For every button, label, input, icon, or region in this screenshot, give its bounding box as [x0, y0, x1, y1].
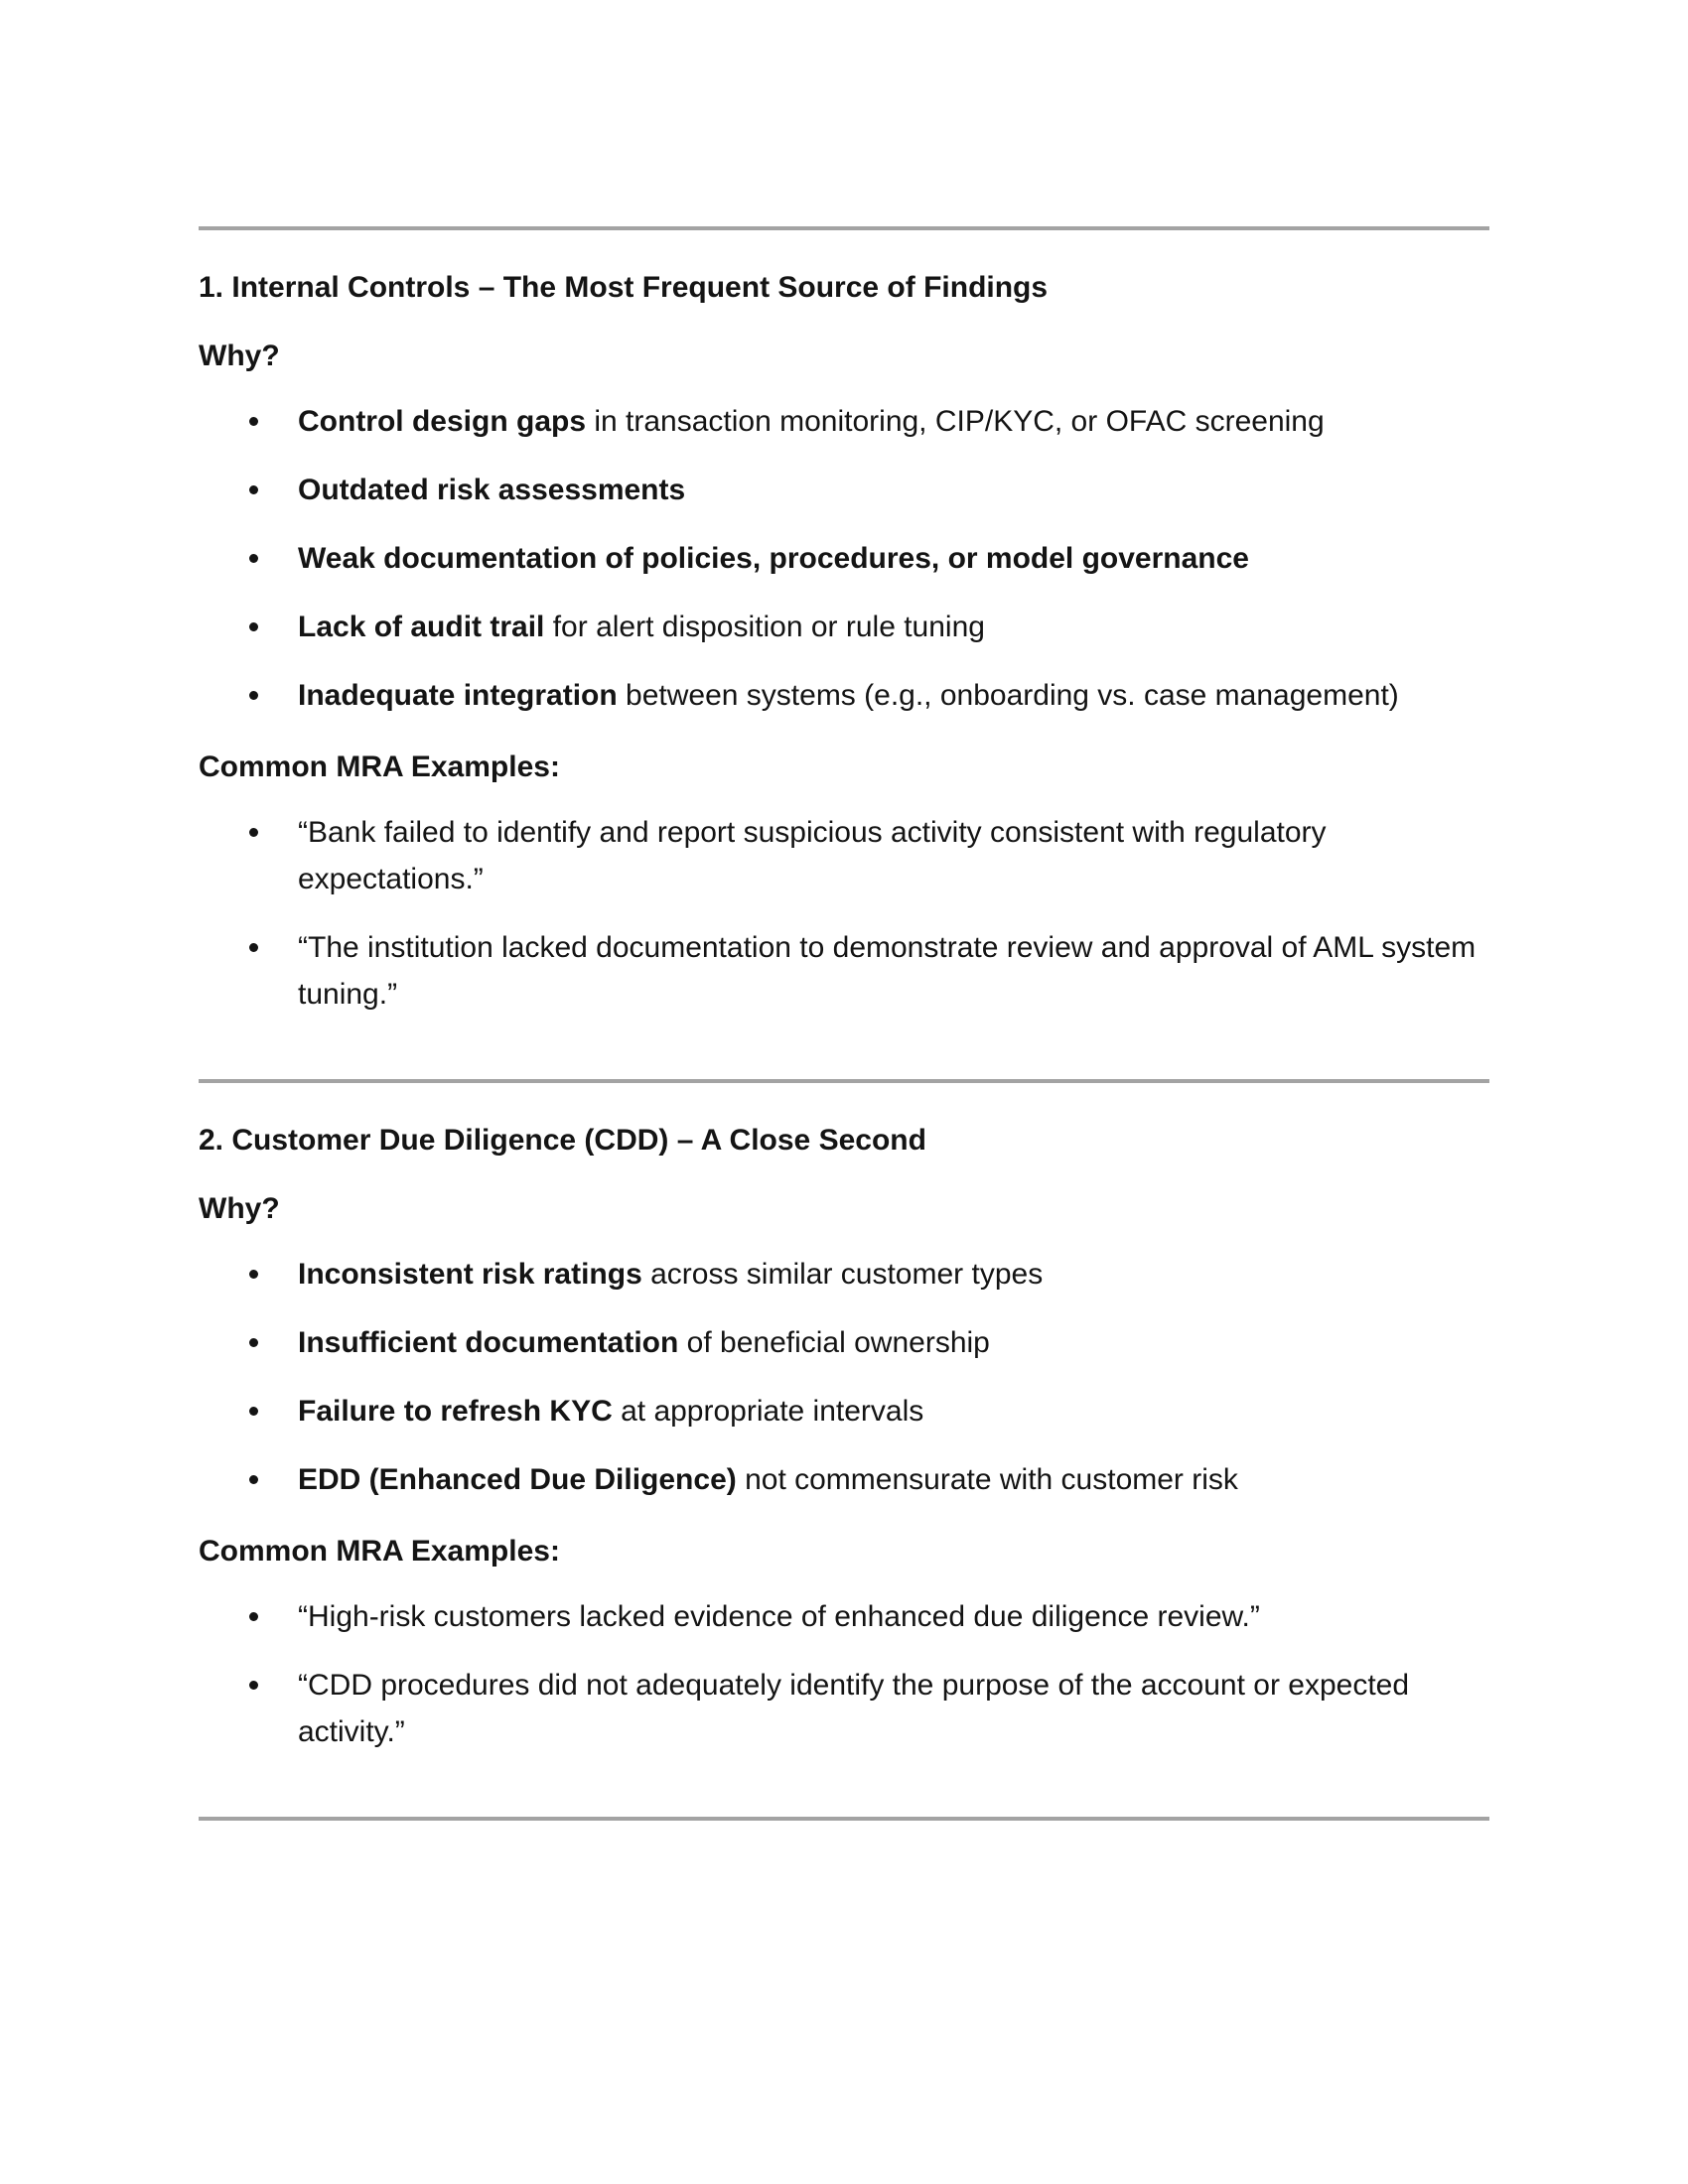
example-quote: “Bank failed to identify and report suspicious activity consistent with regulatory expectations.” [298, 816, 1327, 895]
list-item [199, 1251, 1489, 1297]
item-bold: Failure to refresh KYC [298, 1395, 613, 1428]
example-quote: “The institution lacked documentation to demonstrate review and approval of AML system tuning.” [298, 931, 1477, 1011]
item-bold: Inadequate integration [298, 679, 618, 712]
list-item [199, 924, 1489, 1018]
bullet-icon [249, 622, 258, 631]
bullet-icon [249, 554, 258, 563]
item-text: between systems (e.g., onboarding vs. case management) [617, 679, 1399, 712]
item-bold: Control design gaps [298, 405, 587, 438]
list-item [199, 1456, 1489, 1503]
examples-list [199, 1593, 1489, 1755]
bullet-icon [249, 1681, 258, 1690]
item-text: across similar customer types [641, 1258, 1044, 1291]
section-customer-due-diligence [199, 1121, 1489, 1755]
list-item [199, 467, 1489, 513]
bullet-icon [249, 1338, 258, 1347]
why-label: Why? [199, 1192, 280, 1225]
list-item [199, 1593, 1489, 1640]
item-text: of beneficial ownership [678, 1326, 990, 1359]
list-item [199, 1319, 1489, 1366]
list-item [199, 1388, 1489, 1434]
examples-label: Common MRA Examples: [199, 1535, 560, 1568]
why-list [199, 1251, 1489, 1503]
bullet-icon [249, 828, 258, 837]
example-quote: “CDD procedures did not adequately identify the purpose of the account or expected activity.” [298, 1669, 1410, 1748]
list-item [199, 604, 1489, 650]
bullet-icon [249, 1270, 258, 1279]
why-label: Why? [199, 340, 280, 372]
item-bold: Outdated risk assessments [298, 474, 686, 506]
item-bold: Inconsistent risk ratings [298, 1258, 642, 1291]
list-item [199, 1662, 1489, 1755]
item-text: not commensurate with customer risk [736, 1463, 1238, 1496]
document-page [199, 226, 1489, 1821]
horizontal-rule [199, 1079, 1489, 1083]
item-bold: Lack of audit trail [298, 611, 545, 643]
list-item [199, 398, 1489, 445]
why-list [199, 398, 1489, 719]
list-item [199, 809, 1489, 902]
horizontal-rule [199, 1817, 1489, 1821]
item-text: for alert disposition or rule tuning [544, 611, 985, 643]
item-text: in transaction monitoring, CIP/KYC, or OFAC screening [586, 405, 1325, 438]
bullet-icon [249, 417, 258, 426]
examples-list [199, 809, 1489, 1018]
section-title: 1. Internal Controls – The Most Frequent Source of Findings [199, 271, 1049, 304]
section-internal-controls [199, 268, 1489, 1018]
horizontal-rule [199, 226, 1489, 230]
item-bold: Insufficient documentation [298, 1326, 679, 1359]
bullet-icon [249, 485, 258, 494]
item-text: at appropriate intervals [612, 1395, 924, 1428]
bullet-icon [249, 943, 258, 952]
bullet-icon [249, 1407, 258, 1416]
bullet-icon [249, 1612, 258, 1621]
section-title: 2. Customer Due Diligence (CDD) – A Close Second [199, 1124, 926, 1157]
list-item [199, 672, 1489, 719]
example-quote: “High-risk customers lacked evidence of enhanced due diligence review.” [298, 1600, 1260, 1633]
list-item [199, 535, 1489, 582]
bullet-icon [249, 1475, 258, 1484]
item-bold: Weak documentation of policies, procedures, or model governance [298, 542, 1249, 575]
item-bold: EDD (Enhanced Due Diligence) [298, 1463, 737, 1496]
bullet-icon [249, 691, 258, 700]
examples-label: Common MRA Examples: [199, 751, 560, 783]
